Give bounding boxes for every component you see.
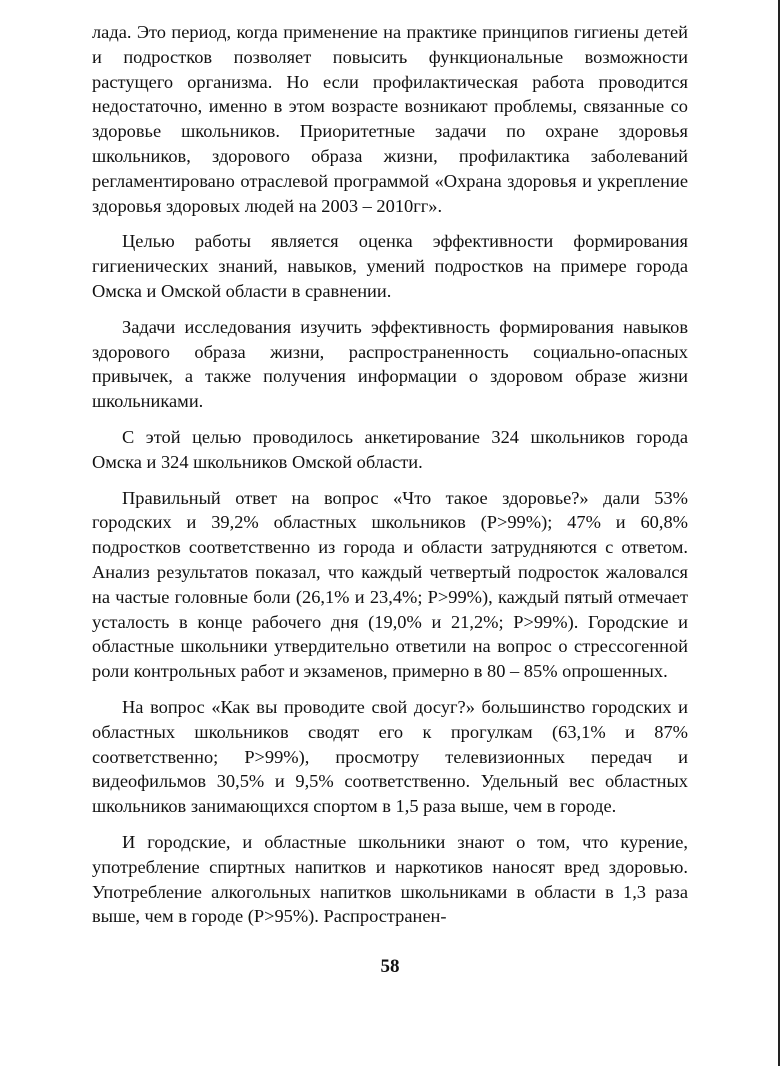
page-body (92, 20, 688, 940)
paragraph-harmful-habits: И городские, и областные школьники знают о том, что курение, употребление спиртных напитков и наркотиков наносят вред здоровью. Употребление алкогольных напитков школьниками в области в 1,3 раза выше, чем в городе (P>95%). Распространен- (92, 831, 688, 927)
paragraph-health-answers: Правильный ответ на вопрос «Что такое здоровье?» дали 53% городских и 39,2% областных школьников (P>99%); 47% и 60,8% подростков соответственно из города и области затрудняются с ответом. Анализ результатов показал, что каждый четвертый подросток жаловался на частые головные боли (26,1% и 23,4%; P>99%), каждый пятый отмечает усталость в конце рабочего дня (19,0% и 21,2%; P>99%). Городские и областные школьники утвердительно ответили на вопрос о стрессогенной роли контрольных работ и экзаменов, примерно в 80 – 85% опрошенных. (92, 487, 688, 682)
paragraph-continuation: лада. Это период, когда применение на практике принципов гигиены детей и подростков позволяет повысить функциональные возможности растущего организма. Но если профилактическая работа проводится недостаточно, именно в этом возрасте возникают проблемы, связанные со здоровье школьников. Приоритетные задачи по охране здоровья школьников, здорового образа жизни, профилактика заболеваний регламентировано отраслевой программой «Охрана здоровья и укрепление здоровья здоровых людей на 2003 – 2010гг». (92, 22, 688, 216)
paragraph-leisure: На вопрос «Как вы проводите свой досуг?» большинство городских и областных школьников сводят его к прогулкам (63,1% и 87% соответственно; P>99%), просмотру телевизионных передач и видеофильмов 30,5% и 9,5% соответственно. Удельный вес областных школьников занимающихся спортом в 1,5 раза выше, чем в городе. (92, 696, 688, 817)
paragraph-tasks: Задачи исследования изучить эффективность формирования навыков здорового образа жизни, распространенность социально-опасных привычек, а также получения информации о здоровом образе жизни школьниками. (92, 316, 688, 412)
paragraph-goal: Целью работы является оценка эффективности формирования гигиенических знаний, навыков, умений подростков на примере города Омска и Омской области в сравнении. (92, 231, 688, 301)
page-number: 58 (380, 956, 400, 977)
paragraph-survey: С этой целью проводилось анкетирование 324 школьников города Омска и 324 школьников Омской области. (92, 426, 688, 472)
